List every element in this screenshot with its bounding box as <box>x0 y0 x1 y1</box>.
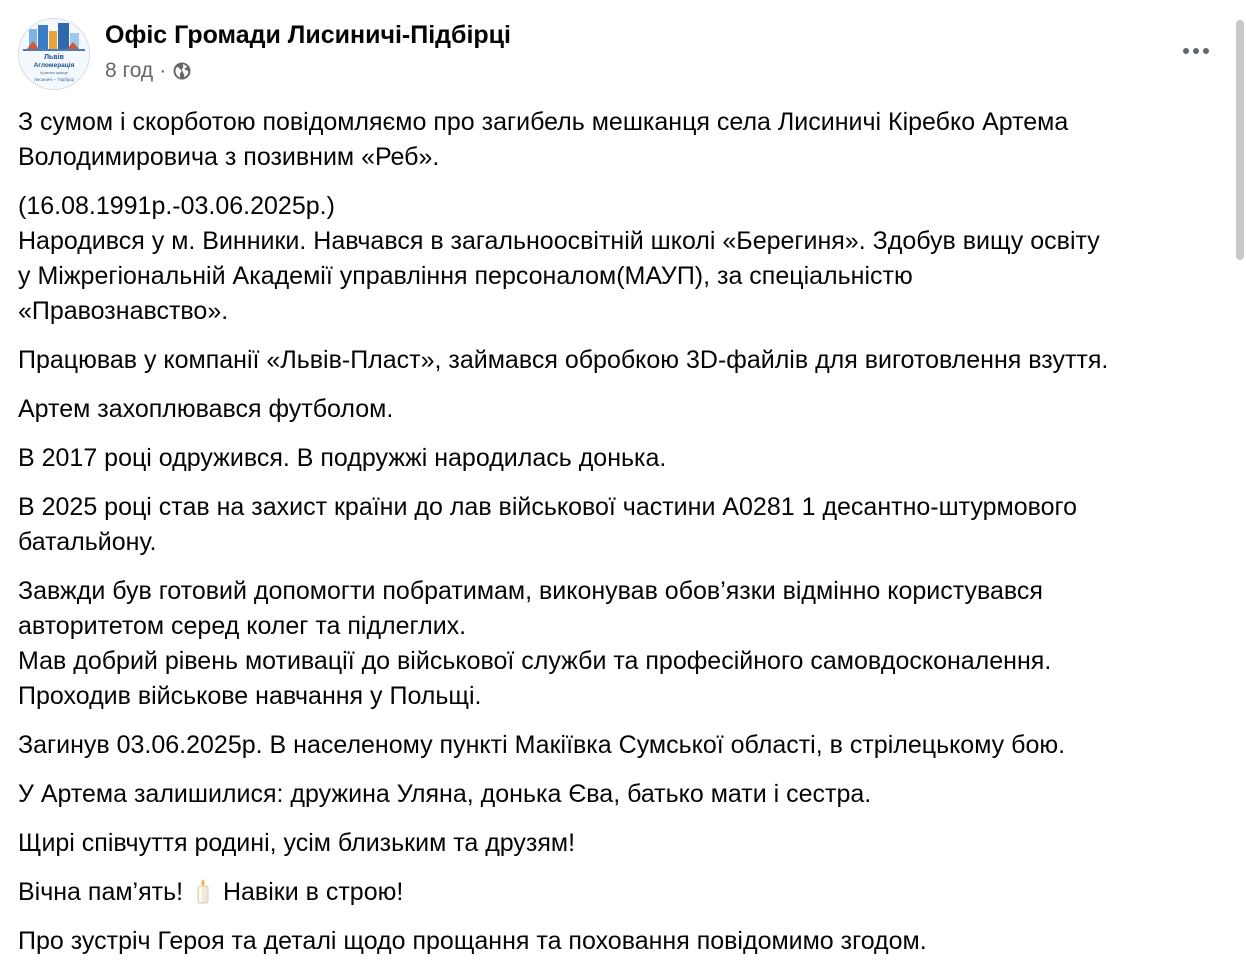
candle-icon <box>194 878 212 904</box>
page-avatar[interactable] <box>18 18 90 90</box>
post-meta <box>105 58 192 84</box>
text-line: В 2017 році одружився. В подружжі народилась донька. <box>18 444 667 472</box>
text-line: Проходив військове навчання у Польщі. <box>18 682 482 710</box>
svg-text:Львів: Львів <box>44 54 64 61</box>
svg-text:Агломерація: Агломерація <box>33 62 75 69</box>
text-line: Артем захоплювався футболом. <box>18 395 394 423</box>
text-line: у Міжрегіональній Академії управління персоналом(МАУП), за спеціальністю <box>18 262 913 290</box>
paragraph-work <box>18 343 1238 378</box>
post-header <box>18 18 1228 90</box>
paragraph-service <box>18 490 1238 560</box>
text-line: Працював у компанії «Львів-Пласт», займався обробкою 3D-файлів для виготовлення взуття. <box>18 346 1109 374</box>
text-line: З сумом і скорботою повідомляємо про загибель мешканця села Лисиничі Кіребко Артема <box>18 108 1069 136</box>
paragraph-survivors <box>18 777 1238 812</box>
meta-separator: · <box>159 59 167 82</box>
text-line: батальйону. <box>18 528 157 556</box>
avatar-logo <box>19 19 89 89</box>
more-dots-icon <box>1183 48 1189 54</box>
memorial-text-after: Навіки в строю! <box>222 878 404 906</box>
svg-text:Краєчко краще: Краєчко краще <box>40 70 68 75</box>
text-line: Володимировича з позивним «Реб». <box>18 143 440 171</box>
post-timestamp[interactable]: 8 год <box>105 59 154 82</box>
paragraph-hobby <box>18 392 1238 427</box>
globe-icon[interactable] <box>172 61 192 81</box>
text-line: (16.08.1991р.-03.06.2025р.) <box>18 192 335 220</box>
more-options-button[interactable] <box>1174 38 1218 64</box>
svg-text:Лисиничі – Підбірці: Лисиничі – Підбірці <box>33 77 75 82</box>
paragraph-funeral-notice <box>18 924 1238 959</box>
paragraph-memorial <box>18 875 1238 910</box>
text-line: Народився у м. Винники. Навчався в загальноосвітній школі «Берегиня». Здобув вищу освіту <box>18 227 1100 255</box>
text-line: Мав добрий рівень мотивації до військової служби та професійного самовдосконалення. <box>18 647 1052 675</box>
paragraph-death <box>18 728 1238 763</box>
paragraph-condolences <box>18 826 1238 861</box>
paragraph-family <box>18 441 1238 476</box>
text-line: Щирі співчуття родині, усім близьким та друзям! <box>18 829 576 857</box>
post-body <box>18 105 1238 973</box>
text-line: авторитетом серед колег та підлеглих. <box>18 612 467 640</box>
text-line: В 2025 році став на захист країни до лав військової частини А0281 1 десантно-штурмового <box>18 493 1078 521</box>
memorial-text-before: Вічна пам’ять! <box>18 878 184 906</box>
text-line: Завжди був готовий допомогти побратимам, виконував обов’язки відмінно користувався <box>18 577 1043 605</box>
paragraph-condolence-intro <box>18 105 1238 175</box>
page-name-link[interactable]: Офіс Громади Лисиничі-Підбірці <box>105 21 511 49</box>
text-line: Про зустріч Героя та деталі щодо прощання та поховання повідомимо згодом. <box>18 927 927 955</box>
text-line: У Артема залишилися: дружина Уляна, донька Єва, батько мати і сестра. <box>18 780 872 808</box>
text-line: «Правознавство». <box>18 297 229 325</box>
text-line: Загинув 03.06.2025р. В населеному пункті Макіївка Сумської області, в стрілецькому бою. <box>18 731 1066 759</box>
paragraph-biography <box>18 189 1238 329</box>
paragraph-character <box>18 574 1238 714</box>
